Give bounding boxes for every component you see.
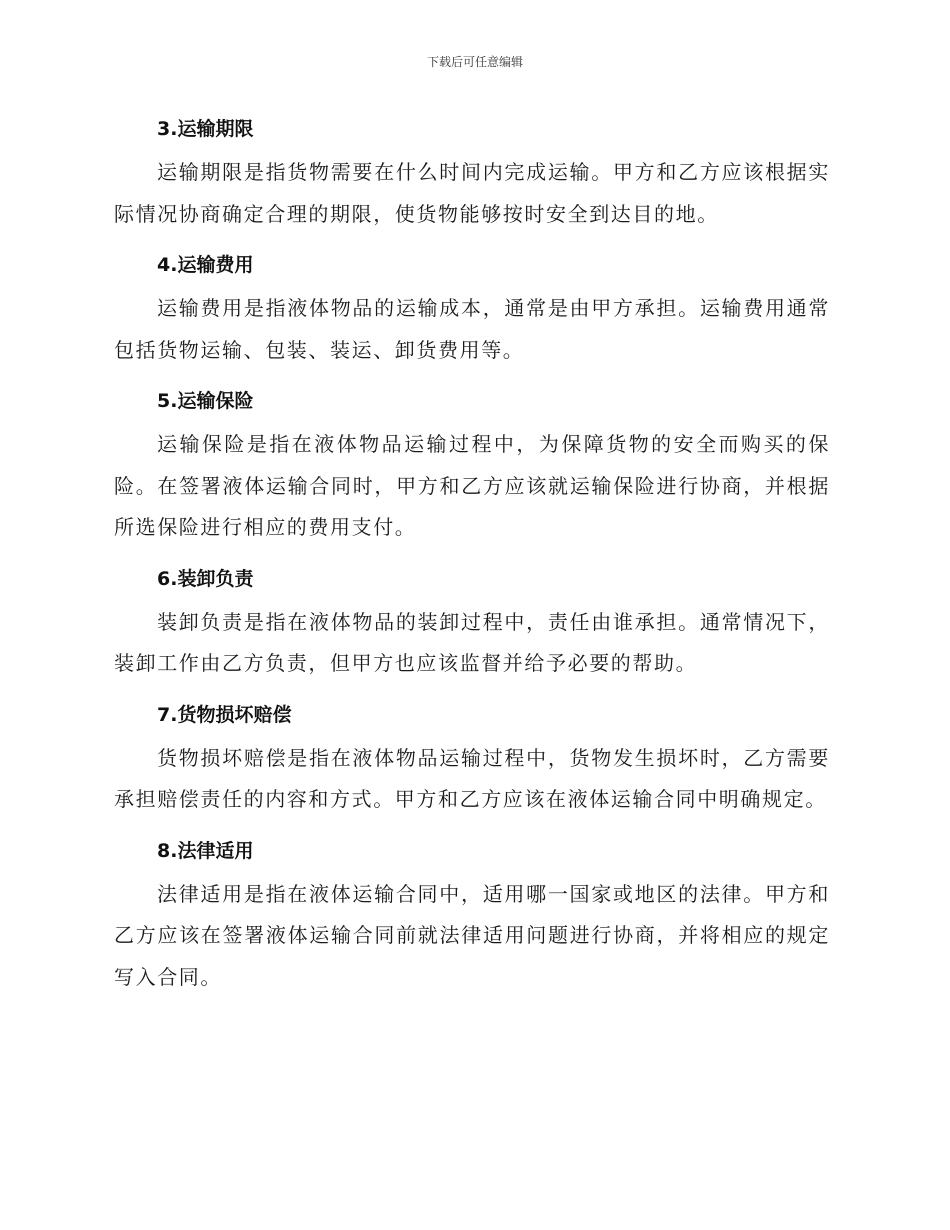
section-paragraph: 运输保险是指在液体物品运输过程中，为保障货物的安全而购买的保险。在签署液体运输合同时，甲方和乙方应该就运输保险进行协商，并根据所选保险进行相应的费用支付。 — [114, 432, 830, 539]
section-transport-period — [114, 110, 830, 235]
document-body — [114, 110, 830, 1009]
section-heading: 3.运输期限 — [157, 118, 254, 140]
section-paragraph: 货物损坏赔偿是指在液体物品运输过程中，货物发生损坏时，乙方需要承担赔偿责任的内容和方式。甲方和乙方应该在液体运输合同中明确规定。 — [114, 745, 830, 811]
section-applicable-law — [114, 832, 830, 999]
section-paragraph: 法律适用是指在液体运输合同中，适用哪一国家或地区的法律。甲方和乙方应该在签署液体运输合同前就法律适用问题进行协商，并将相应的规定写入合同。 — [114, 881, 830, 989]
section-damage-compensation — [114, 696, 830, 821]
page-header: 下载后可任意编辑 — [426, 55, 523, 69]
section-heading: 6.装卸负责 — [157, 567, 254, 590]
section-heading: 4.运输费用 — [157, 254, 254, 276]
section-paragraph: 装卸负责是指在液体物品的装卸过程中，责任由谁承担。通常情况下，装卸工作由乙方负责，但甲方也应该监督并给予必要的帮助。 — [114, 609, 830, 675]
section-paragraph: 运输期限是指货物需要在什么时间内完成运输。甲方和乙方应该根据实际情况协商确定合理的期限，使货物能够按时安全到达目的地。 — [114, 160, 830, 226]
section-heading: 5.运输保险 — [157, 390, 254, 412]
section-heading: 8.法律适用 — [157, 839, 254, 862]
section-heading: 7.货物损坏赔偿 — [157, 703, 292, 726]
section-transport-cost — [114, 246, 830, 371]
section-transport-insurance — [114, 382, 830, 549]
section-paragraph: 运输费用是指液体物品的运输成本，通常是由甲方承担。运输费用通常包括货物运输、包装、装运、卸货费用等。 — [114, 296, 830, 362]
section-loading-responsibility — [114, 560, 830, 685]
